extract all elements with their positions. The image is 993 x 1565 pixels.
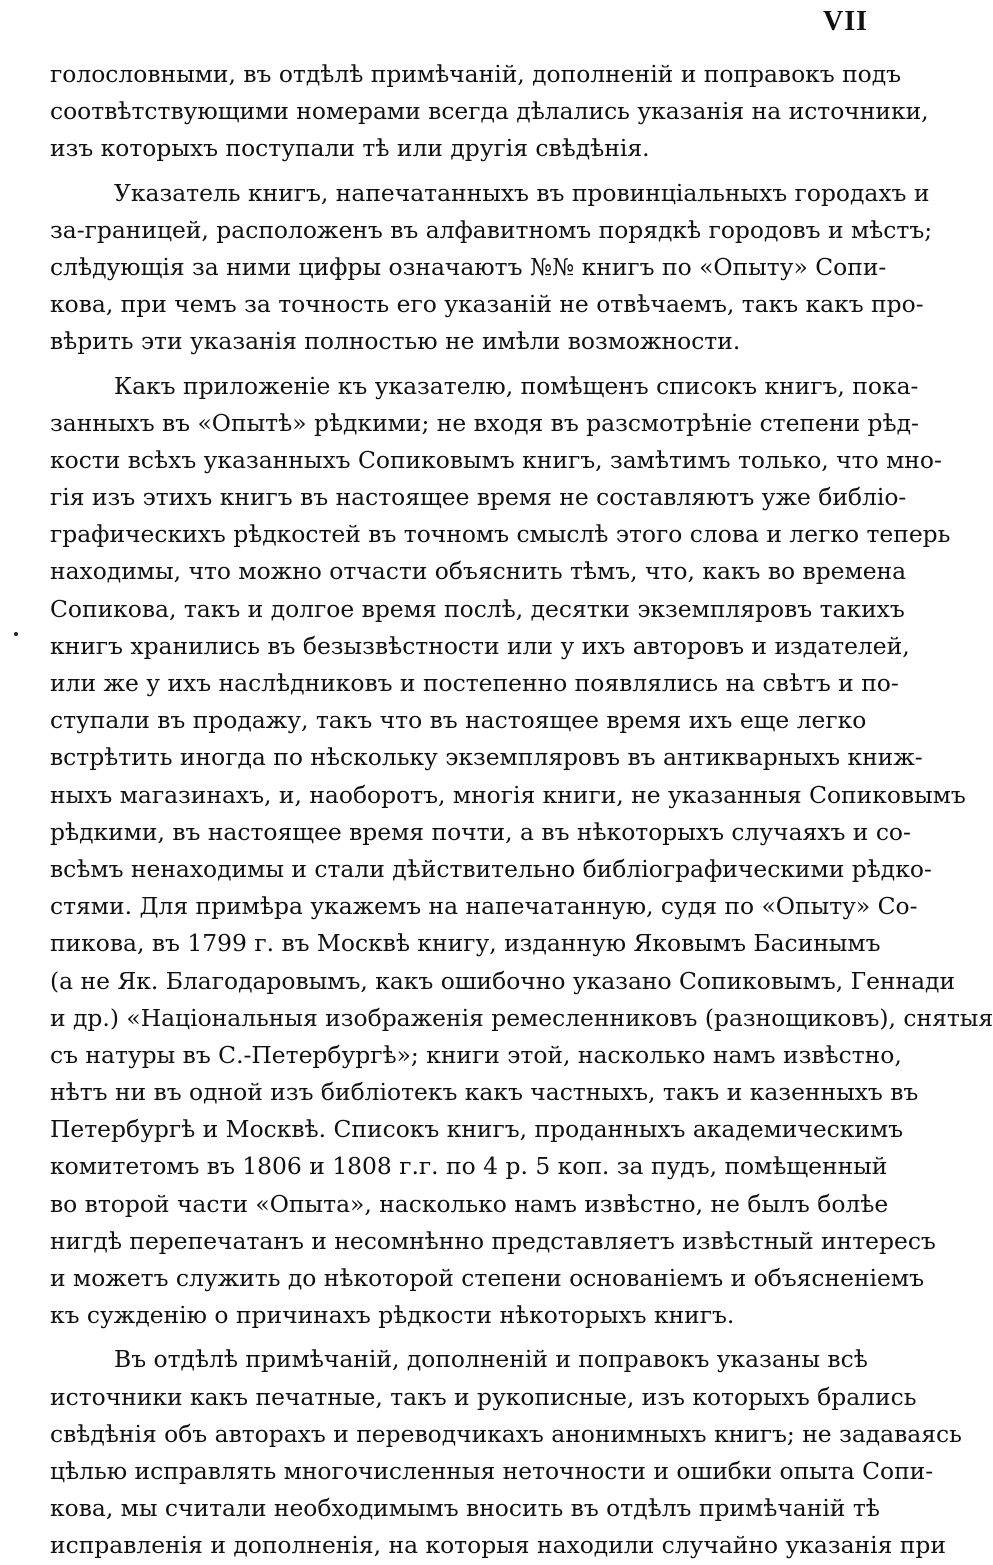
- text-line: встрѣтить иногда по нѣскольку экземпляровъ въ антикварныхъ книж-: [50, 743, 923, 772]
- text-line: во второй части «Опыта», насколько намъ извѣстно, не былъ болѣе: [50, 1189, 889, 1218]
- text-line: стями. Для примѣра укажемъ на напечатанную, судя по «Опыту» Со-: [50, 892, 918, 921]
- paragraph: [50, 56, 929, 168]
- paragraph-gap: [50, 361, 862, 368]
- text-line: Петербургѣ и Москвѣ. Списокъ книгъ, проданныхъ академическимъ: [50, 1115, 904, 1144]
- text-line: слѣдующія за ними цифры означаютъ №№ книгъ по «Опыту» Сопи-: [50, 252, 887, 281]
- text-line: Въ отдѣлѣ примѣчаній, дополненій и поправокъ указаны всѣ: [114, 1345, 868, 1374]
- paragraph: [50, 175, 933, 361]
- text-line: изъ которыхъ поступали тѣ или другія свѣдѣнія.: [50, 134, 650, 163]
- text-line: кова, мы считали необходимымъ вносить въ отдѣлъ примѣчаній тѣ: [50, 1494, 880, 1523]
- text-line: цѣлью исправлять многочисленныя неточности и ошибки опыта Сопи-: [50, 1456, 934, 1485]
- text-line: и можетъ служить до нѣкоторой степени основаніемъ и объясненіемъ: [50, 1264, 924, 1292]
- text-line: къ сужденію о причинахъ рѣдкости нѣкоторыхъ книгъ.: [50, 1301, 735, 1330]
- text-line: (а не Як. Благодаровымъ, какъ ошибочно указано Сопиковымъ, Геннади: [50, 966, 956, 995]
- text-line: кости всѣхъ указанныхъ Сопиковымъ книгъ, замѣтимъ только, что мно-: [50, 445, 942, 474]
- text-line: занныхъ въ «Опытѣ» рѣдкими; не входя въ разсмотрѣніе степени рѣд-: [50, 408, 919, 437]
- text-line: графическихъ рѣдкостей въ точномъ смыслѣ этого слова и легко теперь: [50, 520, 951, 549]
- text-line: источники какъ печатные, такъ и рукописные, изъ которыхъ брались: [50, 1382, 917, 1411]
- text-line: рѣдкими, въ настоящее время почти, а въ нѣкоторыхъ случаяхъ и со-: [50, 817, 911, 846]
- text-line: съ натуры въ С.-Петербургѣ»; книги этой, насколько намъ извѣстно,: [50, 1040, 902, 1069]
- text-line: нѣтъ ни въ одной изъ библіотекъ какъ частныхъ, такъ и казенныхъ въ: [50, 1078, 919, 1107]
- text-line: всѣмъ ненаходимы и стали дѣйствительно библіографическими рѣдко-: [50, 854, 932, 883]
- text-line: кова, при чемъ за точность его указаній не отвѣчаемъ, такъ какъ про-: [50, 290, 924, 319]
- text-line: или же у ихъ наслѣдниковъ и постепенно появлялись на свѣтъ и по-: [50, 669, 899, 697]
- text-line: вѣрить эти указанія полностью не имѣли возможности.: [50, 327, 741, 356]
- body-text: [50, 56, 993, 1565]
- text-line: голословными, въ отдѣлѣ примѣчаній, дополненій и поправокъ подъ: [50, 60, 902, 88]
- text-line: находимы, что можно отчасти объяснить тѣмъ, что, какъ во времена: [50, 557, 907, 586]
- text-line: пикова, въ 1799 г. въ Москвѣ книгу, изданную Яковымъ Басинымъ: [50, 929, 881, 958]
- text-line: гія изъ этихъ книгъ въ настоящее время не составляютъ уже библіо-: [50, 483, 907, 512]
- paragraph-gap: [50, 1334, 862, 1341]
- page-number: VII: [822, 6, 868, 37]
- text-line: комитетомъ въ 1806 и 1808 г.г. по 4 р. 5 коп. за пудъ, помѣщенный: [50, 1152, 888, 1181]
- stray-mark: [14, 632, 18, 636]
- text-line: ныхъ магазинахъ, и, наоборотъ, многія книги, не указанныя Сопиковымъ: [50, 780, 966, 809]
- text-line: свѣдѣнія объ авторахъ и переводчикахъ анонимныхъ книгъ; не задаваясь: [50, 1419, 962, 1448]
- text-line: нигдѣ перепечатанъ и несомнѣнно представляетъ извѣстный интересъ: [50, 1226, 936, 1255]
- text-line: соотвѣтствующими номерами всегда дѣлались указанія на источники,: [50, 97, 929, 126]
- paragraph: [50, 368, 993, 1335]
- text-line: Указатель книгъ, напечатанныхъ въ провинціальныхъ городахъ и: [114, 178, 930, 207]
- text-line: ступали въ продажу, такъ что въ настоящее время ихъ еще легко: [50, 706, 867, 735]
- text-line: Сопикова, такъ и долгое время послѣ, десятки экземпляровъ такихъ: [50, 594, 905, 623]
- text-line: за-границей, расположенъ въ алфавитномъ порядкѣ городовъ и мѣстъ;: [50, 215, 933, 244]
- text-line: книгъ хранились въ безызвѣстности или у ихъ авторовъ и издателей,: [50, 631, 910, 660]
- text-line: и др.) «Національныя изображенія ремесленниковъ (разнощиковъ), снятыя: [50, 1003, 993, 1032]
- text-line: исправленія и дополненія, на которыя находили случайно указанія при: [50, 1531, 946, 1560]
- text-line: Какъ приложеніе къ указателю, помѣщенъ списокъ книгъ, пока-: [114, 371, 919, 400]
- paragraph-gap: [50, 168, 862, 175]
- paragraph: [50, 1341, 962, 1564]
